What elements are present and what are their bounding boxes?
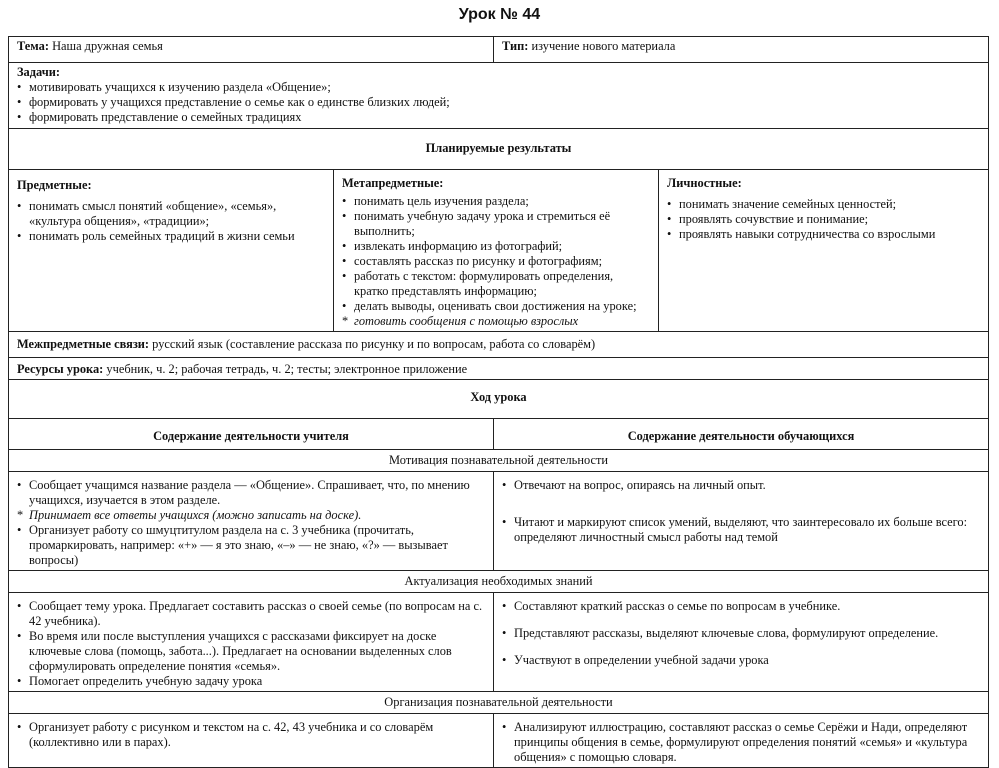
topic-value: Наша дружная семья	[52, 39, 163, 53]
personal-result-item: • проявлять сочувствие и понимание;	[667, 212, 980, 227]
stage-content-row	[9, 714, 989, 768]
planned-results-heading: Планируемые результаты	[9, 129, 989, 170]
student-activity-item: • Участвуют в определении учебной задачи урока	[502, 653, 980, 668]
teacher-activity-list	[17, 478, 485, 568]
meta-result-item: • извлекать информацию из фотографий;	[342, 239, 650, 254]
meta-result-item: • делать выводы, оценивать свои достижения на уроке;	[342, 299, 650, 314]
stage-title: Актуализация необходимых знаний	[9, 571, 989, 593]
stage-row	[9, 450, 989, 472]
course-columns-row	[9, 419, 989, 450]
student-activity-cell	[494, 714, 989, 768]
student-activity-cell	[494, 472, 989, 571]
planned-results-row	[9, 170, 989, 332]
interdisciplinary-links-label: Межпредметные связи:	[17, 337, 150, 351]
meta-result-item: • понимать учебную задачу урока и стремиться её выполнить;	[342, 209, 650, 239]
teacher-activity-cell	[9, 714, 494, 768]
teacher-activity-item: • Сообщает тему урока. Предлагает составить рассказ о своей семье (по вопросам на с. 42 учебника).	[17, 599, 485, 629]
task-item: • мотивировать учащихся к изучению раздела «Общение»;	[17, 80, 980, 95]
stage-title: Мотивация познавательной деятельности	[9, 450, 989, 472]
stage-row	[9, 692, 989, 714]
interdisciplinary-links-value: русский язык (составление рассказа по рисунку и по вопросам, работа со словарём)	[152, 337, 596, 351]
student-activity-list	[502, 478, 980, 545]
tasks-list	[17, 80, 980, 125]
resources-value: учебник, ч. 2; рабочая тетрадь, ч. 2; тесты; электронное приложение	[106, 362, 468, 376]
task-item: • формировать у учащихся представление о семье как о единстве близких людей;	[17, 95, 980, 110]
topic-row	[9, 37, 989, 63]
teacher-activity-item: • Организует работу с рисунком и текстом на с. 42, 43 учебника и со словарём (коллективно или в парах).	[17, 720, 485, 750]
student-activity-list	[502, 720, 980, 765]
teacher-activity-list	[17, 599, 485, 689]
meta-result-item: • понимать цель изучения раздела;	[342, 194, 650, 209]
personal-results-cell	[659, 170, 989, 332]
resources-row	[9, 358, 989, 380]
student-activity-item: • Отвечают на вопрос, опираясь на личный опыт.	[502, 478, 980, 493]
personal-result-item: • проявлять навыки сотрудничества со взрослыми	[667, 227, 980, 242]
meta-result-item: • составлять рассказ по рисунку и фотографиям;	[342, 254, 650, 269]
stage-content-row	[9, 593, 989, 692]
subject-result-item: • понимать смысл понятий «общение», «семья», «культура общения», «традиции»;	[17, 199, 325, 229]
stage-content-row	[9, 472, 989, 571]
resources-cell	[9, 358, 989, 380]
teacher-activity-cell	[9, 593, 494, 692]
teacher-activity-item: • Помогает определить учебную задачу урока	[17, 674, 485, 689]
meta-results-label: Метапредметные:	[342, 176, 444, 190]
personal-results-label: Личностные:	[667, 176, 742, 190]
course-heading: Ход урока	[9, 380, 989, 419]
teacher-activity-note: * Принимает все ответы учащихся (можно записать на доске).	[17, 508, 485, 523]
student-activity-item: • Читают и маркируют список умений, выделяют, что заинтересовало их больше всего: определяют личностный смысл работы над темой	[502, 515, 980, 545]
type-value: изучение нового материала	[531, 39, 676, 53]
teacher-activity-item: • Организует работу со шмуцтитулом раздела на с. 3 учебника (прочитать, промаркировать, например: «+» — я это знаю, «–» — не знаю, «?» — вызывает вопросы)	[17, 523, 485, 568]
subject-results-cell	[9, 170, 334, 332]
planned-results-heading-row	[9, 129, 989, 170]
topic-cell	[9, 37, 494, 63]
teacher-activity-list	[17, 720, 485, 750]
meta-result-optional-item: * готовить сообщения с помощью взрослых	[342, 314, 650, 329]
task-item: • формировать представление о семейных традициях	[17, 110, 980, 125]
interdisciplinary-links-cell	[9, 332, 989, 358]
resources-label: Ресурсы урока:	[17, 362, 104, 376]
student-activity-item: • Составляют краткий рассказ о семье по вопросам в учебнике.	[502, 599, 980, 614]
teacher-activity-cell	[9, 472, 494, 571]
interdisciplinary-links-row	[9, 332, 989, 358]
subject-results-label: Предметные:	[17, 178, 92, 192]
type-label: Тип:	[502, 39, 529, 53]
tasks-cell	[9, 63, 989, 129]
meta-results-list	[342, 194, 650, 329]
teacher-column-header: Содержание деятельности учителя	[9, 419, 494, 450]
stage-title: Организация познавательной деятельности	[9, 692, 989, 714]
topic-label: Тема:	[17, 39, 49, 53]
student-activity-list	[502, 599, 980, 668]
stage-row	[9, 571, 989, 593]
teacher-activity-item: • Сообщает учащимся название раздела — «Общение». Спрашивает, что, по мнению учащихся, изучается в этом разделе.	[17, 478, 485, 508]
tasks-row	[9, 63, 989, 129]
subject-results-list	[17, 199, 325, 244]
student-activity-cell	[494, 593, 989, 692]
teacher-activity-item: • Во время или после выступления учащихся с рассказами фиксирует на доске ключевые слова (помощь, забота...). Предлагает на основании выделенных слов сформулировать определение понятия «семья».	[17, 629, 485, 674]
lesson-title: Урок № 44	[458, 6, 541, 23]
student-activity-item: • Анализируют иллюстрацию, составляют рассказ о семье Серёжи и Нади, определяют принципы общения в семье, формулируют определения понятий «семья» и «культура общения» с помощью словаря.	[502, 720, 980, 765]
subject-result-item: • понимать роль семейных традиций в жизни семьи	[17, 229, 325, 244]
type-cell	[494, 37, 989, 63]
student-column-header: Содержание деятельности обучающихся	[494, 419, 989, 450]
course-heading-row	[9, 380, 989, 419]
lesson-plan-table	[8, 36, 989, 768]
personal-result-item: • понимать значение семейных ценностей;	[667, 197, 980, 212]
personal-results-list	[667, 197, 980, 242]
meta-results-cell	[334, 170, 659, 332]
student-activity-item: • Представляют рассказы, выделяют ключевые слова, формулируют определение.	[502, 626, 980, 641]
meta-result-item: • работать с текстом: формулировать определения, кратко представлять информацию;	[342, 269, 650, 299]
tasks-label: Задачи:	[17, 65, 60, 79]
